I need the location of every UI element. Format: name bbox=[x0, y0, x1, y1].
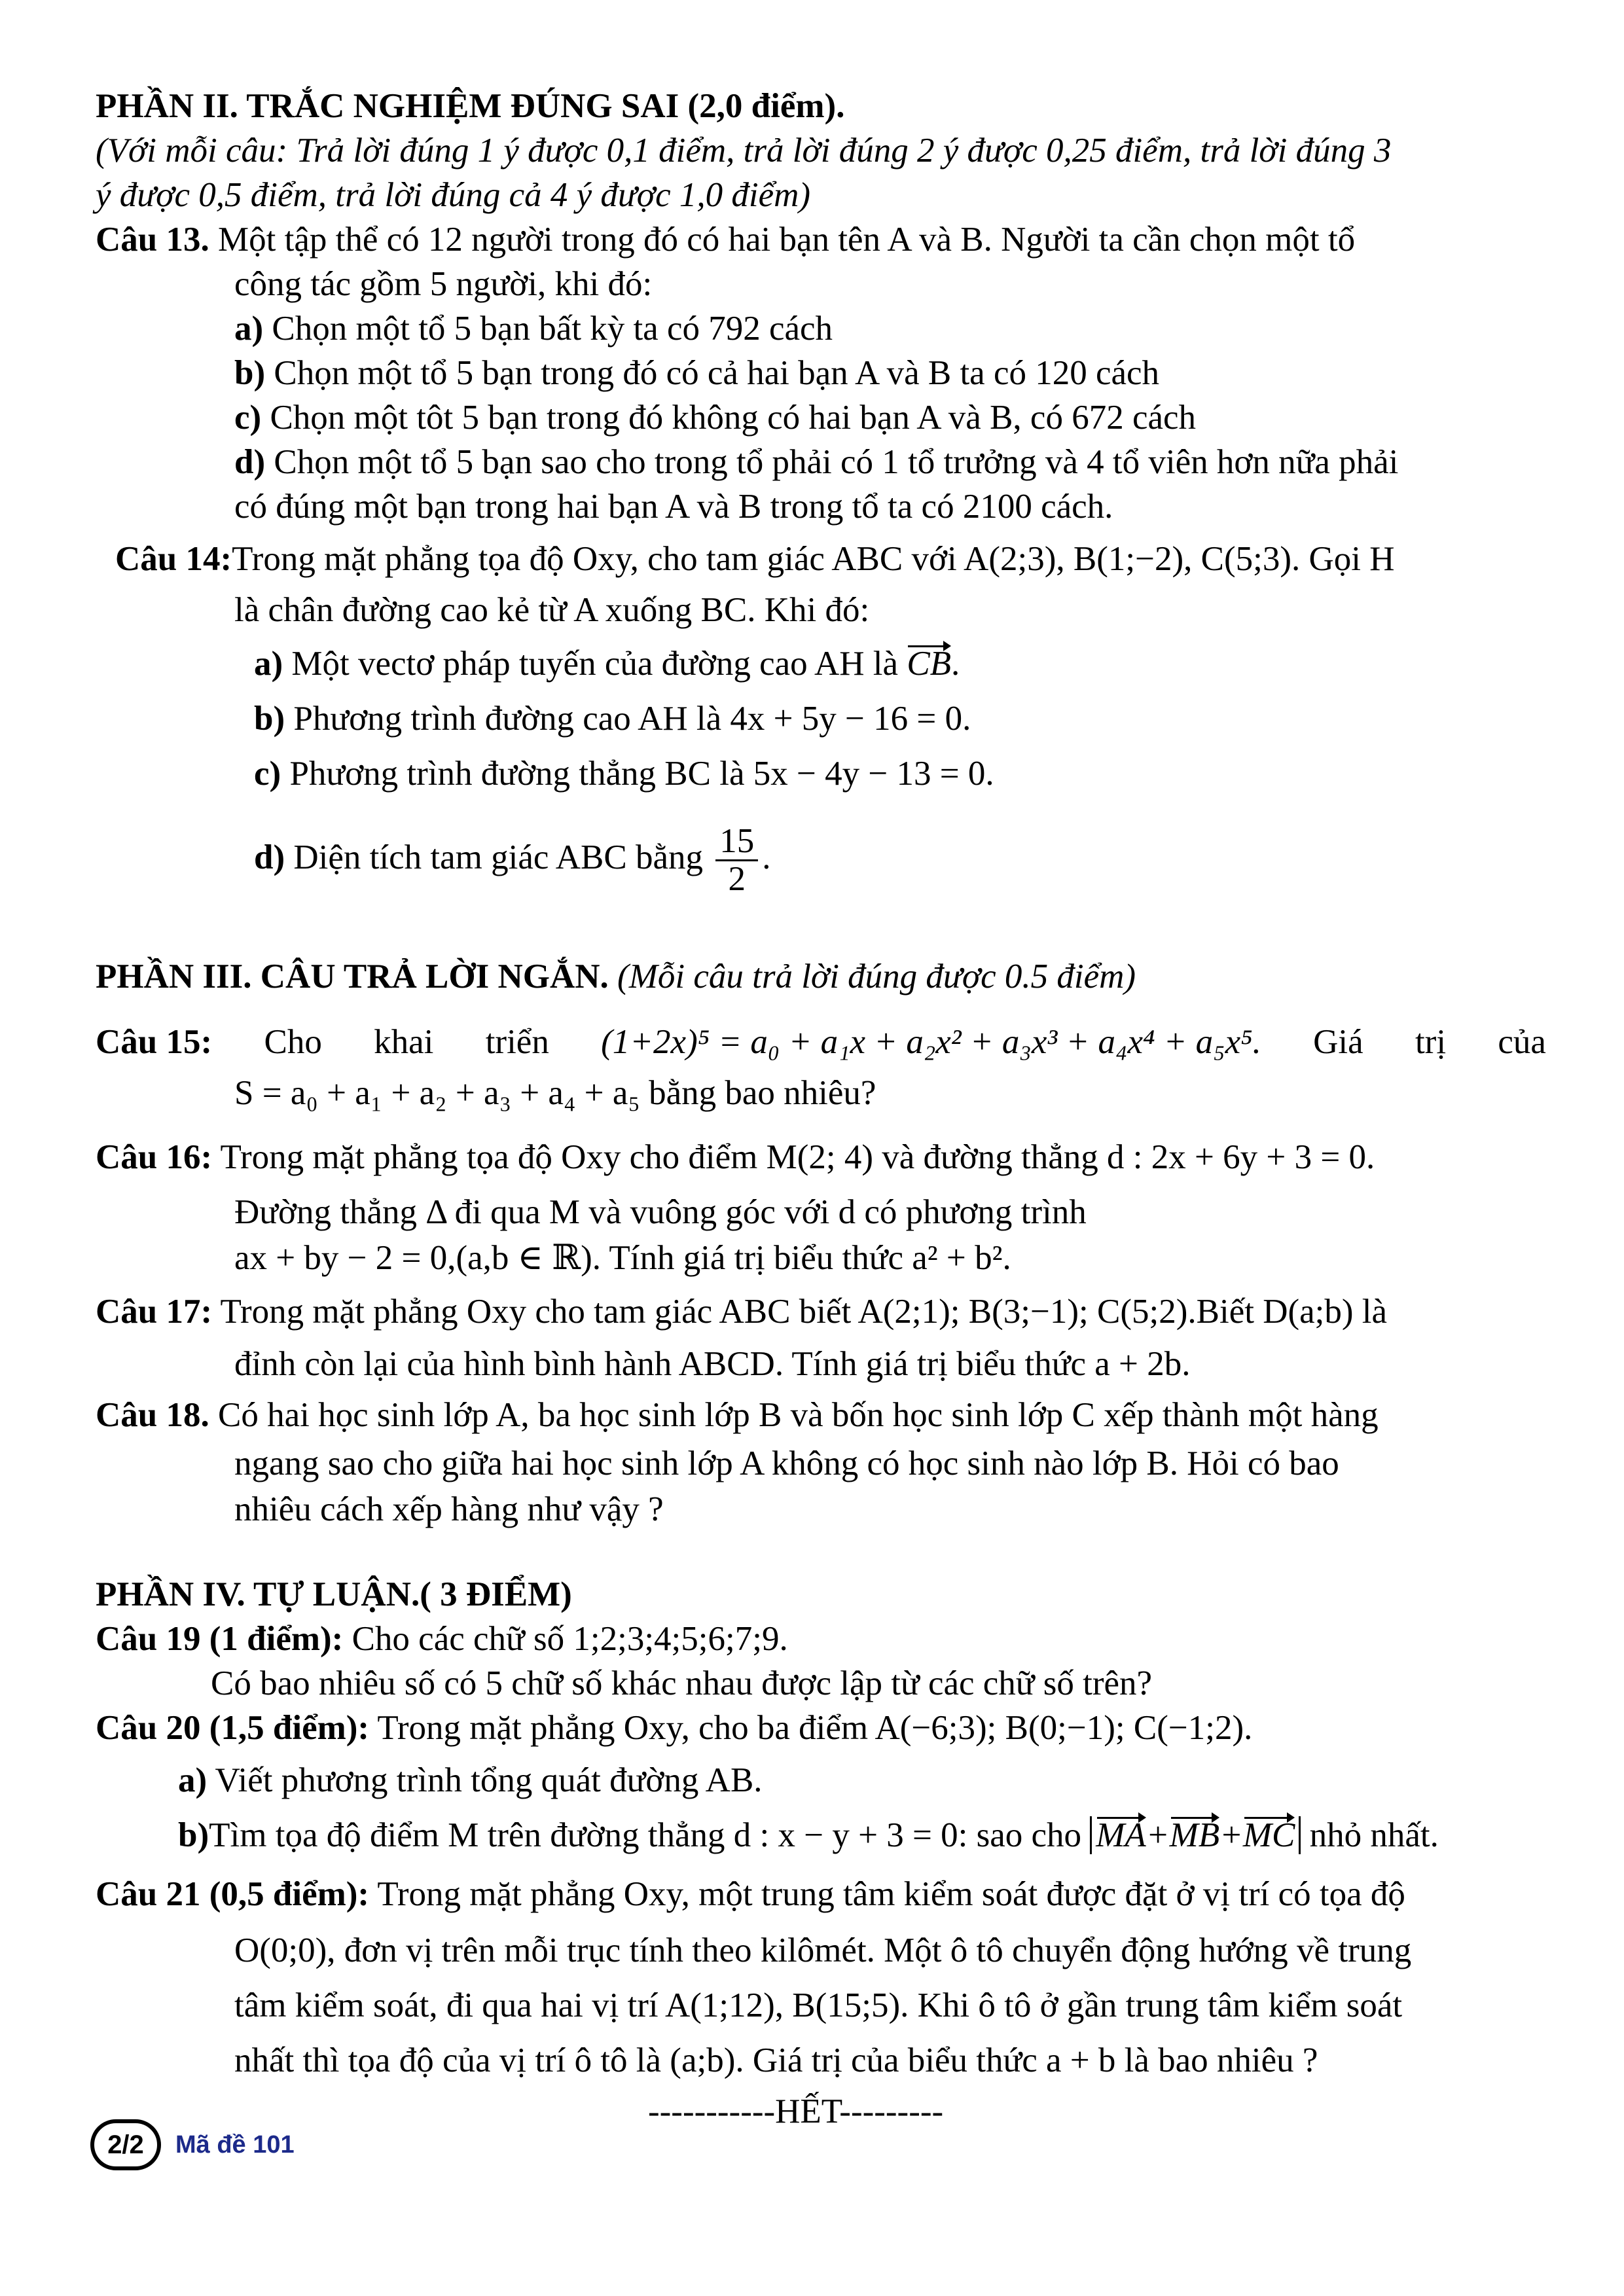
q15-word-tri: trị bbox=[1415, 1023, 1447, 1061]
q13-label: Câu 13. bbox=[96, 221, 209, 259]
q15-word-cua: của bbox=[1498, 1023, 1546, 1061]
q13-option-d bbox=[234, 441, 1398, 483]
part2-note-line1: (Với mỗi câu: Trả lời đúng 1 ý được 0,1 điểm, trả lời đúng 2 ý được 0,25 điểm, trả lời đúng 3 bbox=[96, 132, 1392, 170]
q13-option-a bbox=[234, 308, 833, 350]
q21-line1 bbox=[96, 1873, 1405, 1915]
q14-option-d: d) Diện tích tam giác ABC bằng $\frac{15}{2}$ . bbox=[254, 821, 771, 899]
q18-text1: Có hai học sinh lớp A, ba học sinh lớp B và bốn học sinh lớp C xếp thành một hàng bbox=[218, 1396, 1379, 1434]
q15-line1 bbox=[96, 1021, 1546, 1063]
q15-word-gia: Giá bbox=[1313, 1023, 1363, 1061]
q14-option-a: a) Một vectơ pháp tuyến của đường cao AH là CB. bbox=[254, 643, 960, 685]
q18-text2: ngang sao cho giữa hai học sinh lớp A không có học sinh nào lớp B. Hỏi có bao bbox=[234, 1444, 1339, 1482]
vector-sum-magnitude: MA+MB+MC bbox=[1090, 1816, 1301, 1854]
q17-text1: Trong mặt phẳng Oxy cho tam giác ABC biết A(2;1); B(3;−1); C(5;2).Biết D(a;b) là bbox=[220, 1293, 1388, 1331]
q13-option-b bbox=[234, 352, 1159, 394]
q14-b-label: b) bbox=[254, 700, 285, 738]
q19-text1: Cho các chữ số 1;2;3;4;5;6;7;9. bbox=[352, 1620, 788, 1658]
q13-d-label: d) bbox=[234, 443, 266, 481]
q17-label: Câu 17: bbox=[96, 1293, 213, 1331]
q14-c-label: c) bbox=[254, 755, 281, 793]
q15-formula: (1+2x)⁵ = a₀ + a₁x + a₂x² + a₃x³ + a₄x⁴ + a₅x⁵. bbox=[601, 1023, 1261, 1061]
q16-text3: ax + by − 2 = 0,(a,b ∈ ℝ). Tính giá trị biểu thức a² + b². bbox=[234, 1239, 1011, 1277]
q16-text2: Đường thẳng Δ đi qua M và vuông góc với d có phương trình bbox=[234, 1193, 1087, 1231]
vector-mb: MB bbox=[1170, 1814, 1220, 1856]
q21-text2: O(0;0), đơn vị trên mỗi trục tính theo kilômét. Một ô tô chuyển động hướng về trung bbox=[234, 1931, 1412, 1969]
q13-text1: Một tập thể có 12 người trong đó có hai bạn tên A và B. Người ta cần chọn một tổ bbox=[218, 221, 1356, 259]
q20-option-b bbox=[178, 1814, 1439, 1856]
part4-heading: PHẦN IV. TỰ LUẬN.( 3 ĐIỂM) bbox=[96, 1575, 572, 1613]
part2-note-line2: ý được 0,5 điểm, trả lời đúng cả 4 ý được 1,0 điểm) bbox=[96, 176, 811, 214]
q16-line1 bbox=[96, 1136, 1375, 1178]
q14-a-label: a) bbox=[254, 645, 283, 683]
q13-option-c bbox=[234, 397, 1196, 439]
q13-c-text: Chọn một tôt 5 bạn trong đó không có hai bạn A và B, có 672 cách bbox=[270, 399, 1197, 437]
q20-a-label: a) bbox=[178, 1761, 208, 1799]
q21-text3: tâm kiểm soát, đi qua hai vị trí A(1;12), B(15;5). Khi ô tô ở gần trung tâm kiểm soát bbox=[234, 1986, 1403, 2024]
q14-label: Câu 14: bbox=[115, 540, 232, 578]
q14-option-c bbox=[254, 753, 994, 795]
q18-text3: nhiêu cách xếp hàng như vậy ? bbox=[234, 1490, 664, 1528]
q16-text1: Trong mặt phẳng tọa độ Oxy cho điểm M(2; 4) và đường thẳng d : 2x + 6y + 3 = 0. bbox=[220, 1138, 1375, 1176]
q20-option-a bbox=[178, 1759, 763, 1801]
q15-text2: S = a₀ + a₁ + a₂ + a₃ + a₄ + a₅ bằng bao nhiêu? bbox=[234, 1074, 876, 1112]
q15-label: Câu 15: bbox=[96, 1023, 213, 1061]
q18-line1 bbox=[96, 1394, 1379, 1436]
end-mark: -----------HẾT--------- bbox=[648, 2092, 944, 2130]
vector-cb: CB bbox=[907, 643, 951, 685]
q15-word-cho: Cho bbox=[264, 1023, 322, 1061]
q20-label: Câu 20 (1,5 điểm): bbox=[96, 1709, 370, 1747]
q15-word-trien: triển bbox=[485, 1023, 549, 1061]
q13-b-label: b) bbox=[234, 354, 266, 392]
q20-b-end: nhỏ nhất. bbox=[1309, 1816, 1439, 1854]
q14-text1: Trong mặt phẳng tọa độ Oxy, cho tam giác ABC với A(2;3), B(1;−2), C(5;3). Gọi H bbox=[232, 540, 1395, 578]
q14-option-b bbox=[254, 698, 971, 740]
q21-text4: nhất thì tọa độ của vị trí ô tô là (a;b). Giá trị của biểu thức a + b là bao nhiêu ? bbox=[234, 2041, 1318, 2079]
part3-heading-line bbox=[96, 956, 1136, 997]
q14-line1 bbox=[115, 538, 1395, 580]
q13-line1 bbox=[96, 219, 1355, 260]
q13-d-text2: có đúng một bạn trong hai bạn A và B trong tổ ta có 2100 cách. bbox=[234, 488, 1113, 526]
fraction-15-over-2 bbox=[715, 823, 758, 898]
q20-text1: Trong mặt phẳng Oxy, cho ba điểm A(−6;3); B(0;−1); C(−1;2). bbox=[377, 1709, 1253, 1747]
vector-ma: MA bbox=[1096, 1814, 1146, 1856]
q14-d-text: Diện tích tam giác ABC bằng bbox=[293, 838, 703, 876]
q20-a-text: Viết phương trình tổng quát đường AB. bbox=[215, 1761, 763, 1799]
part3-heading: PHẦN III. CÂU TRẢ LỜI NGẮN. bbox=[96, 958, 609, 996]
q14-c-text: Phương trình đường thẳng BC là 5x − 4y − 13 = 0. bbox=[289, 755, 994, 793]
fraction-denominator: 2 bbox=[728, 860, 746, 899]
q20-b-text: Tìm tọa độ điểm M trên đường thẳng d : x − y + 3 = 0: sao cho bbox=[209, 1816, 1082, 1854]
q16-label: Câu 16: bbox=[96, 1138, 213, 1176]
q21-text1: Trong mặt phẳng Oxy, một trung tâm kiểm soát được đặt ở vị trí có tọa độ bbox=[377, 1875, 1405, 1913]
part2-heading: PHẦN II. TRẮC NGHIỆM ĐÚNG SAI (2,0 điểm). bbox=[96, 87, 845, 125]
q20-line1 bbox=[96, 1707, 1252, 1749]
q14-b-text: Phương trình đường cao AH là 4x + 5y − 16 = 0. bbox=[293, 700, 971, 738]
q14-text2: là chân đường cao kẻ từ A xuống BC. Khi đó: bbox=[234, 591, 870, 629]
q15-word-khai: khai bbox=[374, 1023, 434, 1061]
q13-text2: công tác gồm 5 người, khi đó: bbox=[234, 265, 653, 303]
q13-b-text: Chọn một tổ 5 bạn trong đó có cả hai bạn A và B ta có 120 cách bbox=[274, 354, 1160, 392]
fraction-numerator: 15 bbox=[715, 823, 758, 862]
page-number-badge: 2/2 bbox=[90, 2119, 161, 2170]
q14-d-label: d) bbox=[254, 838, 285, 876]
q21-label: Câu 21 (0,5 điểm): bbox=[96, 1875, 370, 1913]
q19-label: Câu 19 (1 điểm): bbox=[96, 1620, 344, 1658]
q19-text2: Có bao nhiêu số có 5 chữ số khác nhau được lập từ các chữ số trên? bbox=[211, 1664, 1153, 1702]
vector-mc: MC bbox=[1243, 1814, 1295, 1856]
q19-line1 bbox=[96, 1618, 788, 1660]
q13-c-label: c) bbox=[234, 399, 262, 437]
q17-line1 bbox=[96, 1291, 1387, 1333]
q13-d-text1: Chọn một tổ 5 bạn sao cho trong tổ phải có 1 tổ trưởng và 4 tổ viên hơn nữa phải bbox=[274, 443, 1399, 481]
q17-text2: đỉnh còn lại của hình bình hành ABCD. Tính giá trị biểu thức a + 2b. bbox=[234, 1345, 1191, 1383]
q20-b-label: b) bbox=[178, 1816, 209, 1854]
part3-heading-note: (Mỗi câu trả lời đúng được 0.5 điểm) bbox=[617, 958, 1136, 996]
q13-a-text: Chọn một tổ 5 bạn bất kỳ ta có 792 cách bbox=[272, 310, 833, 348]
q13-a-label: a) bbox=[234, 310, 264, 348]
q14-a-text: Một vectơ pháp tuyến của đường cao AH là bbox=[291, 645, 899, 683]
exam-code: Mã đề 101 bbox=[175, 2131, 295, 2159]
q18-label: Câu 18. bbox=[96, 1396, 209, 1434]
